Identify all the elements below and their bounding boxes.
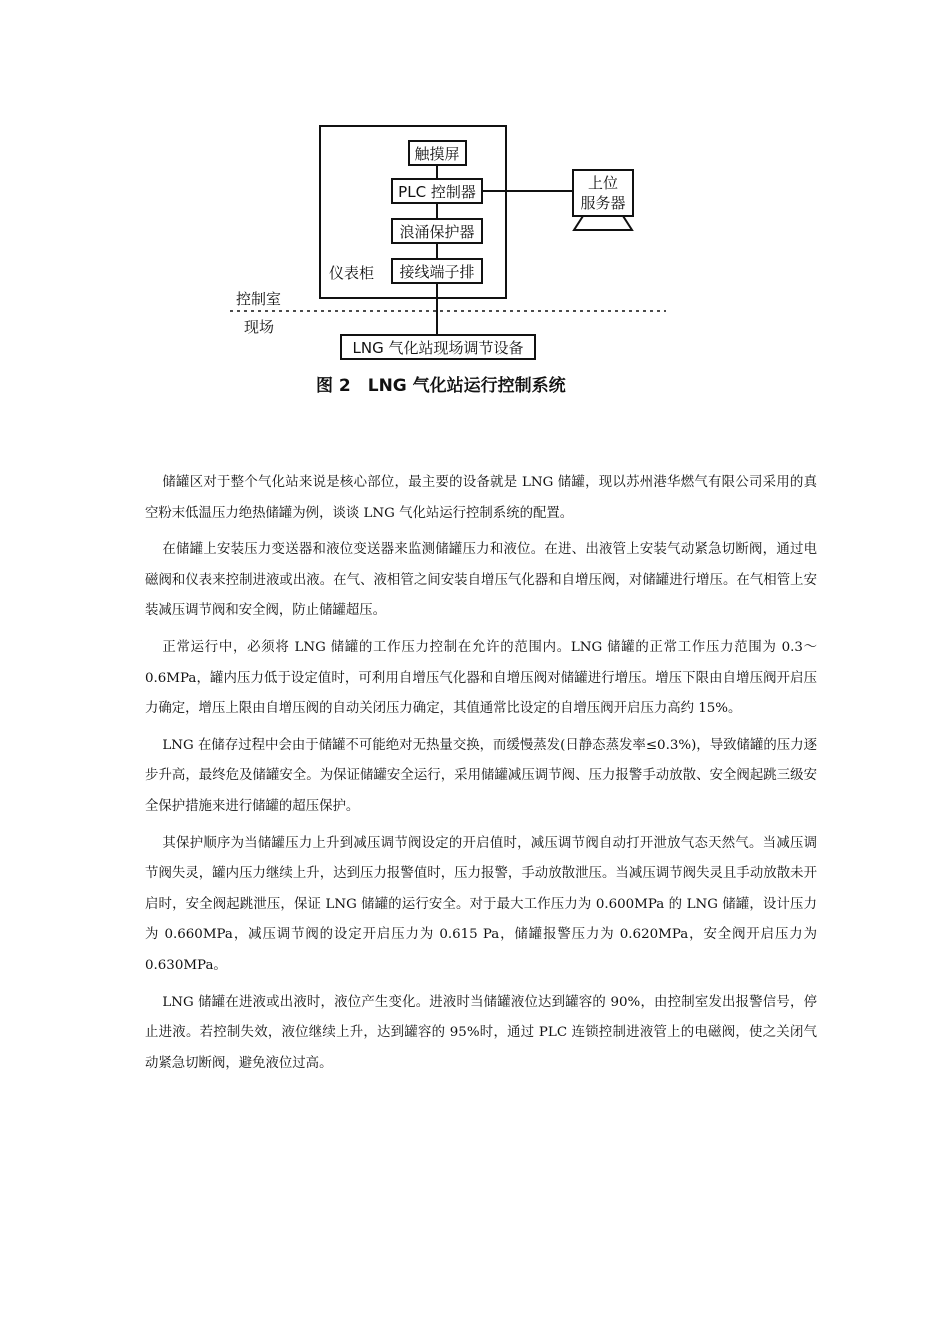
surge-protector-label: 浪涌保护器 <box>399 223 475 241</box>
plc-label: PLC 控制器 <box>398 183 476 201</box>
touchscreen-label: 触摸屏 <box>414 145 460 163</box>
cabinet-label: 仪表柜 <box>329 264 375 282</box>
server-label-line1: 上位 <box>587 174 619 192</box>
field-equipment-label: LNG 气化站现场调节设备 <box>352 339 524 357</box>
figure-caption: 图 2 LNG 气化站运行控制系统 <box>316 376 566 396</box>
control-system-diagram <box>0 0 950 420</box>
terminal-block-label: 接线端子排 <box>399 263 475 281</box>
paragraph: 在储罐上安装压力变送器和液位变送器来监测储罐压力和液位。在进、出液管上安装气动紧急切断阀，通过电磁阀和仪表来控制进液或出液。在气、液相管之间安装自增压气化器和自增压阀，对储罐进行增压。在气相管上安装减压调节阀和安全阀，防止储罐超压。 <box>145 542 817 619</box>
control-room-label: 控制室 <box>236 290 282 308</box>
body-text <box>145 468 817 1085</box>
paragraph: LNG 在储存过程中会由于储罐不可能绝对无热量交换，而缓慢蒸发(日静态蒸发率≤0.3%)，导致储罐的压力逐步升高，最终危及储罐安全。为保证储罐安全运行，采用储罐减压调节阀、压力报警手动放散、安全阀起跳三级安全保护措施来进行储罐的超压保护。 <box>145 737 817 814</box>
field-label: 现场 <box>244 318 275 336</box>
paragraph: 正常运行中，必须将 LNG 储罐的工作压力控制在允许的范围内。LNG 储罐的正常工作压力范围为 0.3～0.6MPa，罐内压力低于设定值时，可利用自增压气化器和自增压阀对储罐进行增压。增压下限由自增压阀开启压力确定，增压上限由自增压阀的自动关闭压力确定，其值通常比设定的自增压阀开启压力高约 15%。 <box>145 639 817 717</box>
server-stand <box>574 216 632 230</box>
paragraph: LNG 储罐在进液或出液时，液位产生变化。进液时当储罐液位达到罐容的 90%，由控制室发出报警信号，停止进液。若控制失效，液位继续上升，达到罐容的 95%时，通过 PLC 连锁控制进液管上的电磁阀，使之关闭气动紧急切断阀，避免液位过高。 <box>145 994 817 1071</box>
server-label-line2: 服务器 <box>580 194 626 212</box>
paragraph: 其保护顺序为当储罐压力上升到减压调节阀设定的开启值时，减压调节阀自动打开泄放气态天然气。当减压调节阀失灵，罐内压力继续上升，达到压力报警值时，压力报警，手动放散泄压。当减压调节阀失灵且手动放散未开启时，安全阀起跳泄压，保证 LNG 储罐的运行安全。对于最大工作压力为 0.600MPa 的 LNG 储罐，设计压力为 0.660MPa，减压调节阀的设定开启压力为 0.615 Pa，储罐报警压力为 0.620MPa，安全阀开启压力为 0.630MPa。 <box>145 835 817 973</box>
paragraph: 储罐区对于整个气化站来说是核心部位，最主要的设备就是 LNG 储罐，现以苏州港华燃气有限公司采用的真空粉末低温压力绝热储罐为例，谈谈 LNG 气化站运行控制系统的配置。 <box>145 475 817 521</box>
